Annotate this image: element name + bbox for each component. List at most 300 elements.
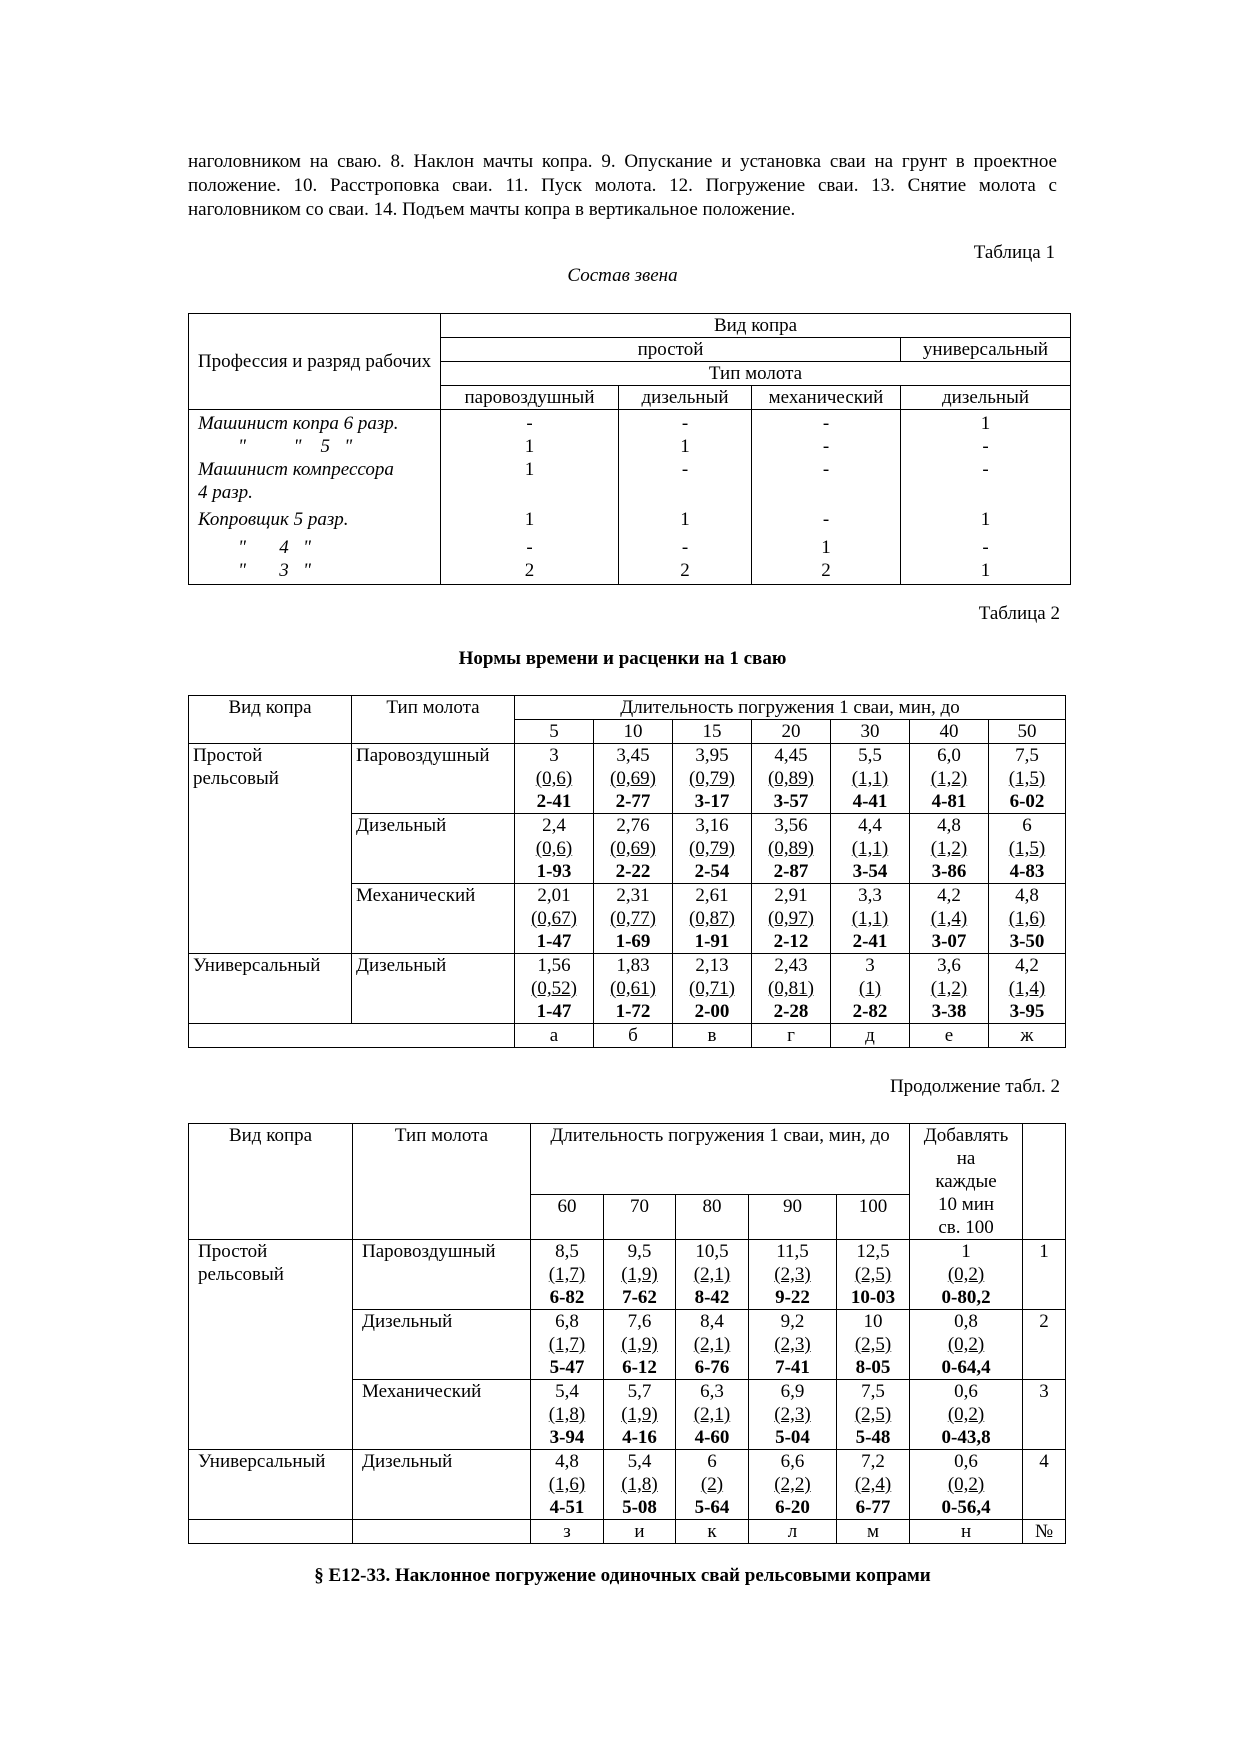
table3-empty-cell: [353, 1520, 531, 1544]
norm-time: 0,8: [954, 1311, 978, 1332]
table1-cell: [903, 481, 1068, 504]
norm-extra: (1,2): [930, 978, 968, 999]
table1-cell: [754, 481, 898, 504]
norm-extra: (1,9): [621, 1264, 658, 1285]
norm-time: 4,2: [1015, 955, 1039, 976]
norm-rate: 7-41: [775, 1357, 810, 1378]
table2-value-cell: [673, 744, 752, 814]
table2-column-letter: ж: [989, 1024, 1066, 1048]
norm-rate: 5-08: [622, 1497, 657, 1518]
norm-time: 12,5: [856, 1241, 890, 1262]
table1-row-name: Копровщик 5 разр.: [198, 509, 349, 530]
table3-value-cell: [531, 1380, 604, 1450]
norm-time: 1: [961, 1241, 971, 1262]
norm-rate: 3-95: [1009, 1001, 1045, 1022]
table2-hammer-cell: Механический: [352, 884, 515, 954]
norm-extra: (0,71): [689, 978, 735, 999]
norm-extra: (0,52): [531, 978, 577, 999]
table3-duration-header: 70: [604, 1195, 676, 1240]
norm-rate: 4-41: [852, 791, 888, 812]
table2-column-letter: б: [594, 1024, 673, 1048]
table3: [188, 1123, 1066, 1544]
norm-extra: (2,5): [854, 1334, 892, 1355]
table3-header-add-line: на: [956, 1148, 976, 1169]
norm-time: 4,2: [937, 885, 961, 906]
table1-header-universal: универсальный: [901, 338, 1071, 362]
norm-extra: (2,5): [854, 1404, 892, 1425]
table1-cell: -: [982, 436, 989, 457]
table2-value-cell: [594, 954, 673, 1024]
norm-time: 4,45: [774, 745, 808, 766]
intro-paragraph: наголовником на сваю. 8. Наклон мачты копра. 9. Опускание и установка сваи на грунт в проектное положение. 10. Расстроповка сваи. 11. Пуск молота. 12. Погружение сваи. 13. Снятие молота с наголовником со сваи. 14. Подъем мачты копра в вертикальное положение.: [188, 151, 1057, 220]
norm-rate: 8-42: [694, 1287, 730, 1308]
norm-rate: 3-50: [1009, 931, 1045, 952]
norm-time: 6,6: [780, 1451, 805, 1472]
table2-hammer-cell: Дизельный: [352, 954, 515, 1024]
table3-value-cell: [837, 1450, 910, 1520]
table1-col-values: [752, 410, 901, 585]
table2-value-cell: [594, 744, 673, 814]
norm-rate: 6-77: [855, 1497, 891, 1518]
table3-column-letter: н: [910, 1520, 1023, 1544]
table3-empty-cell: [189, 1520, 353, 1544]
norm-rate: 4-60: [694, 1427, 730, 1448]
norm-extra: (1,5): [1008, 768, 1046, 789]
norm-time: 3,16: [695, 815, 729, 836]
norm-rate: 6-02: [1009, 791, 1045, 812]
norm-rate: 8-05: [855, 1357, 891, 1378]
norm-extra: (0,87): [689, 908, 735, 929]
norm-rate: 6-12: [622, 1357, 657, 1378]
table2-duration-header: 50: [989, 720, 1066, 744]
table1-cell: 2: [821, 560, 831, 581]
norm-rate: 2-41: [852, 931, 888, 952]
norm-time: 7,2: [861, 1451, 885, 1472]
norm-rate: 4-83: [1009, 861, 1045, 882]
norm-rate: 3-07: [931, 931, 967, 952]
table3-value-cell: [837, 1240, 910, 1310]
norm-rate: 3-94: [549, 1427, 585, 1448]
table2-duration-header: 15: [673, 720, 752, 744]
table1-col-header: паровоздушный: [441, 386, 619, 410]
table1-cell: -: [982, 537, 989, 558]
norm-extra: (2,1): [693, 1334, 731, 1355]
norm-rate: 2-54: [694, 861, 730, 882]
table2-value-cell: [910, 814, 989, 884]
table3-value-cell: [676, 1380, 749, 1450]
table1-cell: -: [526, 537, 533, 558]
table2-hammer-cell: Паровоздушный: [352, 744, 515, 814]
norm-time: 2,01: [537, 885, 571, 906]
norm-time: 3,95: [695, 745, 729, 766]
norm-time: 3,3: [858, 885, 882, 906]
table1: [188, 313, 1071, 585]
norm-extra: (0,97): [768, 908, 814, 929]
table2-empty-cell: [189, 1024, 515, 1048]
table2-kind-simple: Простой рельсовый: [189, 744, 352, 954]
norm-extra: (2,2): [774, 1474, 811, 1495]
table2-value-cell: [594, 814, 673, 884]
norm-extra: (0,81): [768, 978, 814, 999]
table1-col-header: дизельный: [901, 386, 1071, 410]
norm-extra: (1,4): [930, 908, 968, 929]
table3-value-cell: [604, 1240, 676, 1310]
norm-time: 9,5: [627, 1241, 652, 1262]
table2-value-cell: [910, 744, 989, 814]
norm-time: 3,6: [937, 955, 961, 976]
table1-cell: 2: [524, 560, 535, 581]
norm-extra: (1,5): [1008, 838, 1046, 859]
norm-extra: (0,67): [531, 908, 577, 929]
norm-rate: 2-87: [773, 861, 809, 882]
norm-time: 5,7: [627, 1381, 652, 1402]
norm-time: 4,8: [1015, 885, 1039, 906]
norm-rate: 5-04: [775, 1427, 810, 1448]
table3-header-kind: Вид копра: [189, 1124, 353, 1240]
table3-value-cell: [749, 1310, 837, 1380]
table3-header-add: [910, 1124, 1023, 1240]
table2-value-cell: [989, 814, 1066, 884]
table3-value-cell: [676, 1240, 749, 1310]
norm-extra: (1,1): [851, 768, 889, 789]
table3-duration-header: 80: [676, 1195, 749, 1240]
norm-time: 4,8: [937, 815, 961, 836]
norm-rate: 4-16: [622, 1427, 657, 1448]
table3-value-cell: [676, 1450, 749, 1520]
table2-caption: Нормы времени и расценки на 1 сваю: [458, 648, 787, 669]
table2-value-cell: [752, 884, 831, 954]
table1-cell: 1: [980, 560, 991, 581]
norm-extra: (1): [858, 978, 882, 999]
table2-hammer-cell: Дизельный: [352, 814, 515, 884]
table1-cell: [443, 481, 616, 504]
norm-rate: 0-56,4: [941, 1497, 991, 1518]
table3-add-cell: [910, 1450, 1023, 1520]
section-title: § Е12-33. Наклонное погружение одиночных свай рельсовыми копрами: [314, 1565, 931, 1586]
norm-time: 2,31: [616, 885, 650, 906]
table1-cell: 1: [524, 459, 535, 480]
norm-time: 0,6: [954, 1451, 978, 1472]
norm-time: 3,56: [774, 815, 808, 836]
table3-add-cell: [910, 1310, 1023, 1380]
table3-row-number: 1: [1023, 1240, 1066, 1310]
table3-hammer-cell: Паровоздушный: [353, 1240, 531, 1310]
table3-duration-header: 90: [749, 1195, 837, 1240]
table3-column-letter: и: [604, 1520, 676, 1544]
norm-extra: (1,7): [548, 1264, 586, 1285]
norm-extra: (2): [700, 1474, 724, 1495]
table3-value-cell: [749, 1240, 837, 1310]
norm-time: 2,76: [616, 815, 650, 836]
table1-cell: 1: [980, 413, 991, 434]
norm-rate: 3-54: [852, 861, 888, 882]
norm-time: 8,4: [700, 1311, 724, 1332]
table1-cell: 1: [524, 436, 535, 457]
norm-time: 7,6: [627, 1311, 652, 1332]
table2-kind-universal: Универсальный: [189, 954, 352, 1024]
norm-extra: (1,1): [851, 908, 889, 929]
table2-value-cell: [673, 884, 752, 954]
table1-cell: -: [681, 459, 689, 480]
norm-extra: (1,9): [621, 1404, 658, 1425]
norm-extra: (2,3): [774, 1404, 811, 1425]
table1-label: Таблица 1: [973, 242, 1055, 263]
norm-rate: 2-00: [694, 1001, 730, 1022]
table1-cell: -: [822, 436, 830, 457]
table1-col-header: дизельный: [619, 386, 752, 410]
table2-value-cell: [989, 744, 1066, 814]
table2-header-duration: Длительность погружения 1 сваи, мин, до: [515, 696, 1066, 720]
table1-cell: 1: [680, 436, 690, 457]
norm-time: 6,9: [780, 1381, 805, 1402]
table3-column-letter: з: [531, 1520, 604, 1544]
table1-names: [189, 410, 441, 585]
norm-rate: 7-62: [622, 1287, 657, 1308]
norm-rate: 5-47: [549, 1357, 585, 1378]
norm-time: 4,8: [555, 1451, 579, 1472]
table2-value-cell: [673, 814, 752, 884]
norm-time: 6: [1022, 815, 1032, 836]
norm-time: 5,5: [858, 745, 882, 766]
table3-add-cell: [910, 1380, 1023, 1450]
table1-cell: -: [982, 459, 989, 480]
norm-rate: 2-77: [615, 791, 651, 812]
table2-column-letter: в: [673, 1024, 752, 1048]
norm-extra: (0,69): [610, 768, 656, 789]
table1-cell: -: [822, 413, 830, 434]
norm-time: 10,5: [695, 1241, 729, 1262]
table2-label: Таблица 2: [978, 603, 1060, 624]
norm-extra: (0,2): [947, 1474, 985, 1495]
table2-duration-header: 30: [831, 720, 910, 744]
norm-time: 7,5: [861, 1381, 885, 1402]
table1-col-values: [901, 410, 1071, 585]
norm-extra: (1,7): [548, 1334, 586, 1355]
table3-value-cell: [676, 1310, 749, 1380]
norm-extra: (0,79): [689, 768, 735, 789]
norm-rate: 0-80,2: [941, 1287, 991, 1308]
table2-value-cell: [673, 954, 752, 1024]
norm-time: 9,2: [780, 1311, 805, 1332]
table2-value-cell: [515, 884, 594, 954]
norm-rate: 4-81: [931, 791, 967, 812]
table2-value-cell: [831, 884, 910, 954]
table3-value-cell: [749, 1380, 837, 1450]
norm-extra: (0,69): [610, 838, 656, 859]
norm-time: 1,83: [616, 955, 650, 976]
norm-rate: 9-22: [775, 1287, 810, 1308]
norm-time: 6,3: [700, 1381, 724, 1402]
norm-extra: (0,61): [610, 978, 656, 999]
norm-time: 6: [707, 1451, 717, 1472]
table2-value-cell: [594, 884, 673, 954]
table2-value-cell: [831, 744, 910, 814]
norm-rate: 2-41: [536, 791, 572, 812]
table1-col-values: [619, 410, 752, 585]
norm-rate: 5-48: [855, 1427, 891, 1448]
norm-extra: (2,5): [854, 1264, 892, 1285]
norm-extra: (1,6): [1008, 908, 1046, 929]
norm-rate: 5-64: [694, 1497, 730, 1518]
norm-extra: (2,3): [774, 1334, 811, 1355]
norm-time: 3,45: [616, 745, 650, 766]
norm-time: 3: [865, 955, 875, 976]
norm-extra: (0,79): [689, 838, 735, 859]
table2-value-cell: [752, 744, 831, 814]
table2-duration-header: 40: [910, 720, 989, 744]
table1-row-name: 4 разр.: [198, 482, 253, 503]
table3-hammer-cell: Механический: [353, 1380, 531, 1450]
table3-row-number: 4: [1023, 1450, 1066, 1520]
table1-row-name: " 3 ": [238, 560, 311, 581]
table2-value-cell: [910, 954, 989, 1024]
table1-cell: -: [822, 509, 830, 530]
table2-value-cell: [515, 814, 594, 884]
norm-rate: 6-76: [694, 1357, 730, 1378]
table3-hammer-cell: Дизельный: [353, 1450, 531, 1520]
table2-value-cell: [910, 884, 989, 954]
table2-value-cell: [515, 744, 594, 814]
norm-time: 6,0: [937, 745, 961, 766]
table1-header-kind: Вид копра: [441, 314, 1071, 338]
norm-extra: (0,6): [535, 838, 573, 859]
norm-extra: (1,8): [621, 1474, 658, 1495]
table3-duration-header: 100: [837, 1195, 910, 1240]
norm-rate: 3-17: [694, 791, 730, 812]
table1-cell: 2: [680, 560, 690, 581]
table2-value-cell: [989, 954, 1066, 1024]
table3-header-hammer: Тип молота: [353, 1124, 531, 1240]
norm-rate: 2-28: [773, 1001, 809, 1022]
norm-rate: 3-38: [931, 1001, 967, 1022]
table3-row-number: 2: [1023, 1310, 1066, 1380]
norm-extra: (0,2): [947, 1264, 985, 1285]
norm-extra: (0,2): [947, 1334, 985, 1355]
norm-rate: 2-22: [615, 861, 651, 882]
norm-extra: (0,2): [947, 1404, 985, 1425]
table1-body: [189, 410, 1071, 585]
norm-time: 2,4: [542, 815, 566, 836]
norm-rate: 3-86: [931, 861, 967, 882]
norm-rate: 1-91: [694, 931, 730, 952]
table3-row-number: 3: [1023, 1380, 1066, 1450]
table3-header-add-line: Добавлять: [923, 1125, 1009, 1146]
table2-column-letter: а: [515, 1024, 594, 1048]
norm-extra: (1,8): [548, 1404, 586, 1425]
table2-header-kind: Вид копра: [189, 696, 352, 744]
table3-value-cell: [749, 1450, 837, 1520]
table3-value-cell: [604, 1450, 676, 1520]
table1-cell: 1: [524, 509, 535, 530]
table1-row-name: Машинист компрессора: [198, 459, 394, 480]
table1-cell: -: [822, 459, 830, 480]
table2: [188, 695, 1066, 1048]
norm-rate: 1-69: [615, 931, 651, 952]
table3-header-add-line: св. 100: [938, 1217, 994, 1238]
table2-value-cell: [752, 954, 831, 1024]
table3-value-cell: [604, 1310, 676, 1380]
norm-time: 11,5: [776, 1241, 809, 1262]
table1-cell: -: [681, 537, 689, 558]
norm-rate: 3-57: [773, 791, 809, 812]
table2-duration-header: 20: [752, 720, 831, 744]
norm-rate: 1-72: [615, 1001, 651, 1022]
norm-extra: (0,6): [535, 768, 573, 789]
table2-column-letter: г: [752, 1024, 831, 1048]
table2-value-cell: [752, 814, 831, 884]
table3-header-add-line: каждые: [935, 1171, 997, 1192]
norm-extra: (1,2): [930, 768, 968, 789]
norm-time: 10: [863, 1311, 883, 1332]
table1-header-hammer: Тип молота: [441, 362, 1071, 386]
table3-value-cell: [837, 1310, 910, 1380]
table1-cell: 1: [821, 537, 831, 558]
norm-rate: 6-82: [549, 1287, 585, 1308]
table3-kind-simple: Простой рельсовый: [189, 1240, 353, 1450]
table3-header-duration: Длительность погружения 1 сваи, мин, до: [531, 1124, 910, 1195]
norm-extra: (1,9): [621, 1334, 658, 1355]
norm-time: 0,6: [954, 1381, 978, 1402]
norm-rate: 2-82: [852, 1001, 888, 1022]
norm-time: 8,5: [555, 1241, 579, 1262]
norm-time: 2,91: [774, 885, 808, 906]
norm-time: 1,56: [537, 955, 571, 976]
table2-duration-header: 5: [515, 720, 594, 744]
norm-extra: (2,4): [854, 1474, 892, 1495]
table1-col-header: механический: [752, 386, 901, 410]
table2-column-letter: д: [831, 1024, 910, 1048]
norm-extra: (2,1): [693, 1264, 731, 1285]
table3-column-letter: к: [676, 1520, 749, 1544]
table2-column-letter: е: [910, 1024, 989, 1048]
table1-row-name: " 4 ": [238, 537, 311, 558]
table1-cell: -: [681, 413, 689, 434]
norm-time: 5,4: [555, 1381, 579, 1402]
table3-value-cell: [531, 1450, 604, 1520]
table3-value-cell: [531, 1310, 604, 1380]
norm-extra: (1,2): [930, 838, 968, 859]
table3-label: Продолжение табл. 2: [889, 1076, 1060, 1097]
norm-time: 5,4: [627, 1451, 652, 1472]
table3-duration-header: 60: [531, 1195, 604, 1240]
table1-cell: 1: [680, 509, 690, 530]
table2-value-cell: [831, 954, 910, 1024]
norm-extra: (2,3): [774, 1264, 811, 1285]
table3-header-add-line: 10 мин: [937, 1194, 995, 1215]
table2-header-hammer: Тип молота: [352, 696, 515, 744]
table3-column-letter: м: [837, 1520, 910, 1544]
norm-extra: (1,4): [1008, 978, 1046, 999]
norm-time: 4,4: [858, 815, 882, 836]
table1-row-name: Машинист копра 6 разр.: [198, 413, 399, 434]
norm-rate: 10-03: [850, 1287, 896, 1308]
table3-add-cell: [910, 1240, 1023, 1310]
table1-cell: [621, 481, 749, 504]
table1-header-simple: простой: [441, 338, 901, 362]
norm-rate: 6-20: [775, 1497, 810, 1518]
table1-cell: -: [526, 413, 533, 434]
table1-col-values: [441, 410, 619, 585]
norm-extra: (2,1): [693, 1404, 731, 1425]
table3-header-num: [1023, 1124, 1066, 1240]
table2-value-cell: [989, 884, 1066, 954]
table3-value-cell: [604, 1380, 676, 1450]
norm-rate: 1-47: [536, 1001, 572, 1022]
norm-time: 2,43: [774, 955, 808, 976]
norm-extra: (0,89): [768, 838, 814, 859]
norm-time: 2,13: [695, 955, 729, 976]
norm-time: 3: [549, 745, 559, 766]
